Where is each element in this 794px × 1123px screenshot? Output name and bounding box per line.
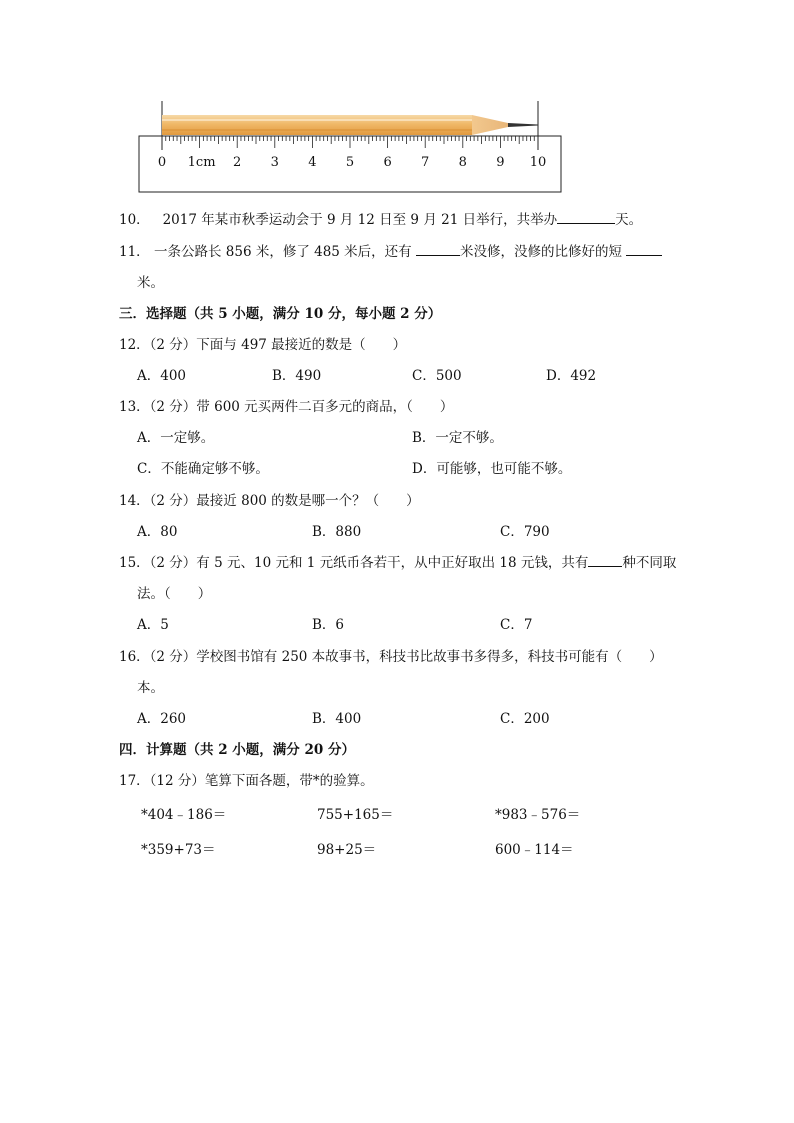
question-12-stem: 12．（2 分）下面与 497 最接近的数是（ ） <box>119 337 407 353</box>
question-13-stem: 13．（2 分）带 600 元买两件二百多元的商品，（ ） <box>119 399 454 415</box>
q15-answer-blank[interactable] <box>588 553 622 567</box>
ruler-label: 2 <box>233 155 242 170</box>
q12-option-b[interactable]: B．490 <box>272 368 322 384</box>
ruler-label: 3 <box>270 155 279 170</box>
q17-expr-1: *404﹣186＝ <box>141 807 227 823</box>
q14-option-b[interactable]: B．880 <box>312 524 362 540</box>
q11-text-before: 一条公路长 856 米，修了 485 米后，还有 <box>153 244 412 260</box>
ruler-label: 4 <box>308 155 317 170</box>
q13-option-c[interactable]: C．不能确定够不够。 <box>137 461 269 477</box>
ruler-pencil-figure <box>136 98 566 196</box>
q11-answer-blank-2[interactable] <box>626 242 662 256</box>
q14-option-a[interactable]: A．80 <box>137 524 178 540</box>
question-15-stem <box>119 551 676 571</box>
q10-text-after: 天。 <box>615 212 643 228</box>
q15-option-b[interactable]: B．6 <box>312 617 345 633</box>
ruler-label: 6 <box>383 155 392 170</box>
ruler-label: 10 <box>529 155 547 170</box>
q15-option-a[interactable]: A．5 <box>137 617 169 633</box>
q16-option-b[interactable]: B．400 <box>312 711 362 727</box>
q10-text-before: 2017 年某市秋季运动会于 9 月 12 日至 9 月 21 日举行，共举办 <box>162 212 558 228</box>
section-4-title: 四．计算题（共 2 小题，满分 20 分） <box>119 742 355 758</box>
q15-text-before: 15．（2 分）有 5 元、10 元和 1 元纸币各若干，从中正好取出 18 元钱，共有 <box>119 555 589 571</box>
ruler-label: 1cm <box>187 155 216 170</box>
q12-option-a[interactable]: A．400 <box>137 368 187 384</box>
q17-expr-4: *359+73＝ <box>141 842 216 858</box>
question-17-stem: 17．（12 分）笔算下面各题，带*的验算。 <box>119 773 374 789</box>
ruler-label: 8 <box>458 155 467 170</box>
question-11 <box>119 240 662 260</box>
q17-expr-6: 600﹣114＝ <box>495 842 574 858</box>
q17-expr-2: 755+165＝ <box>317 807 394 823</box>
q16-option-a[interactable]: A．260 <box>137 711 187 727</box>
q10-number: 10． <box>119 212 150 228</box>
q14-option-c[interactable]: C．790 <box>500 524 550 540</box>
ruler-label: 5 <box>345 155 355 170</box>
pencil <box>162 115 538 135</box>
q11-text-mid: 米没修，没修的比修好的短 <box>459 244 622 260</box>
q16-option-c[interactable]: C．200 <box>500 711 550 727</box>
q17-expr-3: *983﹣576＝ <box>495 807 581 823</box>
q15-line2: 法。（ ） <box>137 586 212 602</box>
ruler-label: 7 <box>421 155 430 170</box>
question-16-stem: 16．（2 分）学校图书馆有 250 本故事书，科技书比故事书多得多，科技书可能有（ ） <box>119 649 663 665</box>
q15-text-after: 种不同取 <box>622 555 677 571</box>
q11-line2: 米。 <box>137 275 164 291</box>
q13-option-b[interactable]: B．一定不够。 <box>412 430 503 446</box>
q16-line2: 本。 <box>137 680 164 696</box>
q17-expr-5: 98+25＝ <box>317 842 377 858</box>
q11-number: 11． <box>119 244 150 260</box>
ruler-label: 0 <box>157 155 167 170</box>
question-10 <box>119 208 642 228</box>
q12-option-c[interactable]: C．500 <box>412 368 462 384</box>
question-14-stem: 14．（2 分）最接近 800 的数是哪一个？（ ） <box>119 493 420 509</box>
ruler-label: 9 <box>496 155 505 170</box>
q13-option-a[interactable]: A．一定够。 <box>137 430 215 446</box>
q11-answer-blank-1[interactable] <box>416 242 460 256</box>
q10-answer-blank[interactable] <box>557 210 615 224</box>
q15-option-c[interactable]: C．7 <box>500 617 533 633</box>
q13-option-d[interactable]: D．可能够，也可能不够。 <box>412 461 572 477</box>
section-3-title: 三．选择题（共 5 小题，满分 10 分，每小题 2 分） <box>119 306 442 322</box>
q12-option-d[interactable]: D．492 <box>546 368 597 384</box>
